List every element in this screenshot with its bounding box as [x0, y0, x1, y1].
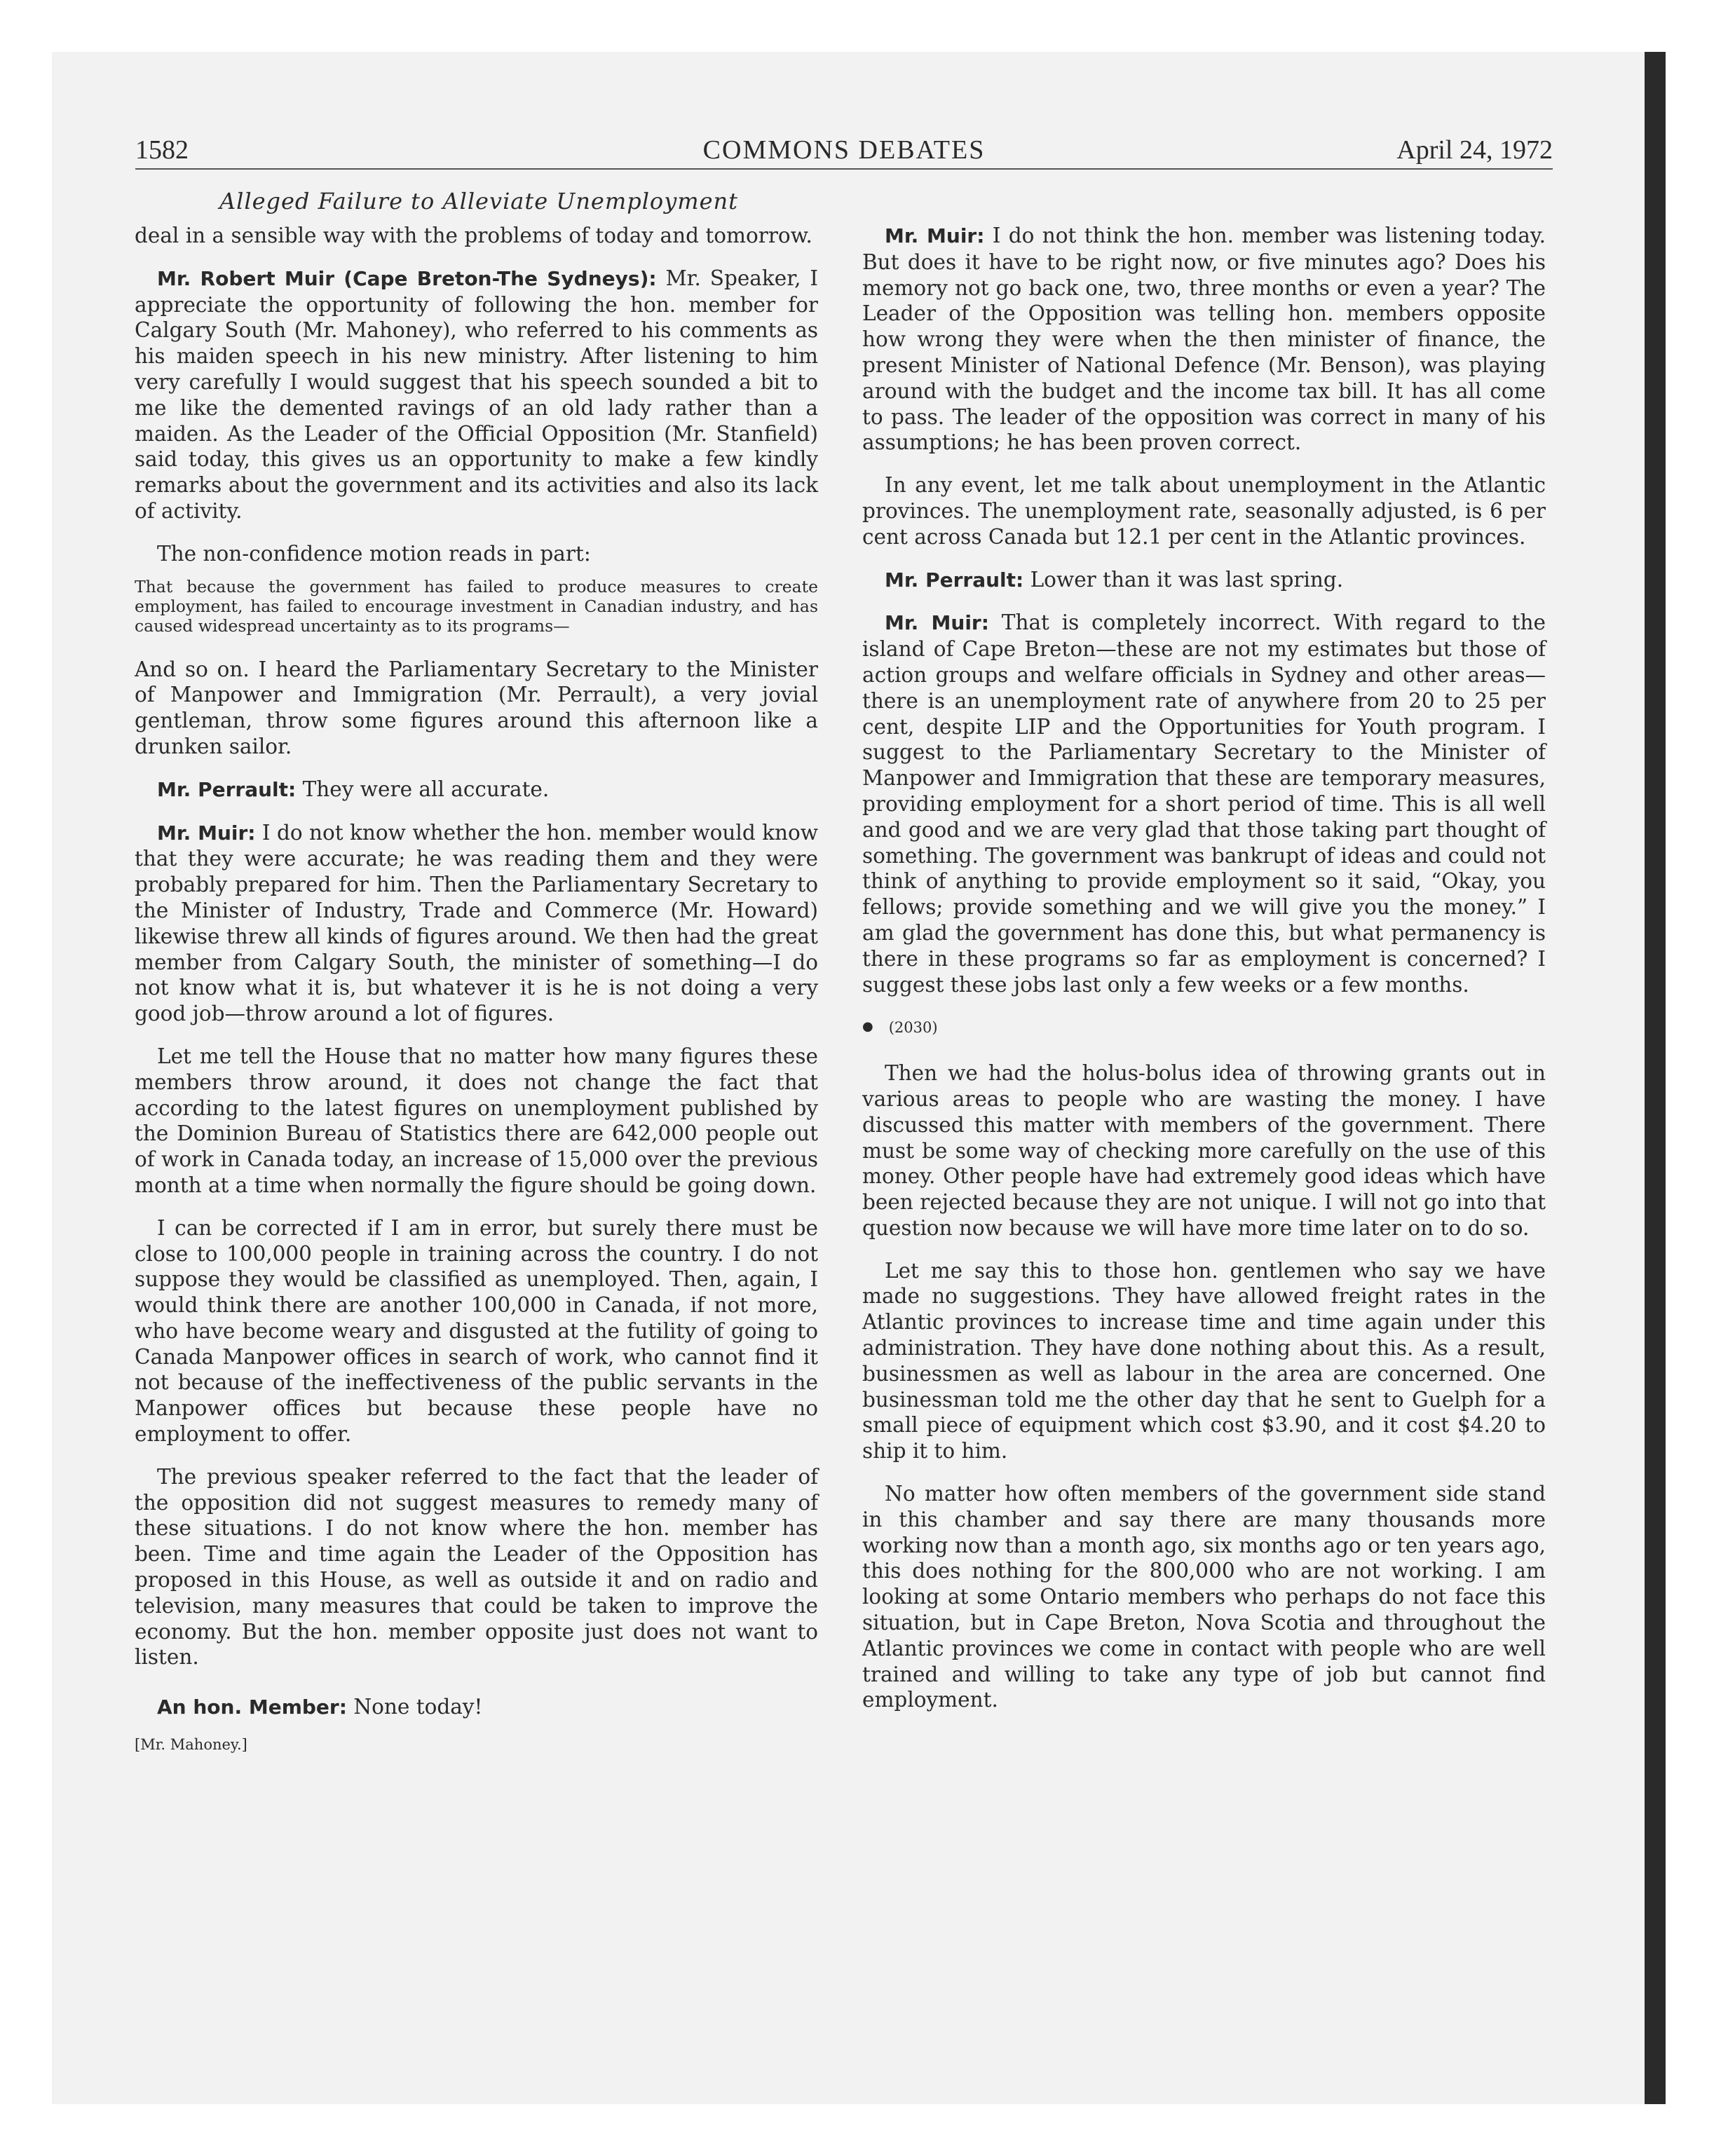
scan-edge-shadow	[1645, 52, 1666, 2104]
speaker-name: Mr. Perrault:	[885, 568, 1024, 592]
speech-text: Mr. Speaker, I appreciate the opportunity of following the hon. member for Calgary South (Mr. Mahoney), who referred to his comments as his maiden speech in his new ministry. After listening to him very carefully I would suggest that his speech sounded a bit to me like the demented ravings of an old lady rather than a maiden. As the Leader of the Official Opposition (Mr. Stanfield) said today, this gives us an opportunity to make a few kindly remarks about the government and its activities and also its lack of activity.	[135, 266, 818, 523]
paragraph: No matter how often members of the government side stand in this chamber and say there are many thousands more working now than a month ago, six months ago or ten years ago, this does nothing for the 800,000 who are not working. I am looking at some Ontario members who perhaps do not face this situation, but in Cape Breton, Nova Scotia and throughout the Atlantic provinces we come in contact with people who are well trained and willing to take any type of job but cannot find employment.	[862, 1482, 1546, 1712]
speech-text: I do not know whether the hon. member would know that they were accurate; he was reading them and they were probably prepared for him. Then the Parliamentary Secretary to the Minister of Industry, Trade and Commerce (Mr. Howard) likewise threw all kinds of figures around. We then had the great member from Calgary South, the minister of something—I do not know what it is, but whatever it is he is not doing a very good job—throw around a lot of figures.	[135, 820, 818, 1026]
paragraph: Let me say this to those hon. gentlemen who say we have made no suggestions. They have allowed freight rates in the Atlantic provinces to increase time and time again under this administration. They have done nothing about this. As a result, businessmen as well as labour in the area are concerned. One businessman told me the other day that he sent to Guelph for a small piece of equipment which cost $3.90, and it cost $4.20 to ship it to him.	[862, 1258, 1546, 1464]
page-number: 1582	[135, 135, 189, 165]
paragraph: The previous speaker referred to the fact that the leader of the opposition did not suggest measures to remedy many of these situations. I do not know where the hon. member has been. Time and time again the Leader of the Opposition has proposed in this House, as well as outside it and on radio and television, many measures that could be taken to improve the economy. But the hon. member opposite just does not want to listen.	[135, 1464, 818, 1670]
right-column	[862, 223, 1546, 1730]
speaker-name: An hon. Member:	[157, 1696, 347, 1719]
left-column	[135, 223, 818, 1775]
paragraph	[135, 266, 818, 524]
paragraph: I can be corrected if I am in error, but surely there must be close to 100,000 people in training across the country. I do not suppose they would be classified as unemployed. Then, again, I would think there are another 100,000 in Canada, if not more, who have become weary and disgusted at the futility of going to Canada Manpower offices in search of work, who cannot find it not because of the ineffectiveness of the public servants in the Manpower offices but because these people have no employment to offer.	[135, 1215, 818, 1447]
publication-title: COMMONS DEBATES	[702, 135, 986, 165]
paragraph: deal in a sensible way with the problems of today and tomorrow.	[135, 224, 812, 247]
paragraph: Let me tell the House that no matter how many figures these members throw around, it does not change the fact that according to the latest figures on unemployment published by the Dominion Bureau of Statistics there are 642,000 people out of work in Canada today, an increase of 15,000 over the previous month at a time when normally the figure should be going down.	[135, 1044, 818, 1197]
speech-text: That is completely incorrect. With regard to the island of Cape Breton—these are not my estimates but those of action groups and welfare officials in Sydney and other areas—there is an unemployment rate of anywhere from 20 to 25 per cent, despite LIP and the Opportunities for Youth program. I suggest to the Parliamentary Secretary to the Minister of Manpower and Immigration that these are temporary measures, providing employment for a short period of time. This is all well and good and we are very glad that those taking part thought of something. The government was bankrupt of ideas and could not think of anything to provide employment so it said, “Okay, you fellows; provide something and we will give you the money.” I am glad the government has done this, but what permanency is there in these programs so far as employment is concerned? I suggest these jobs last only a few weeks or a few months.	[862, 610, 1546, 997]
page-date: April 24, 1972	[1396, 135, 1553, 165]
speech-text: They were all accurate.	[302, 777, 550, 801]
paragraph: In any event, let me talk about unemployment in the Atlantic provinces. The unemployment rate, seasonally adjusted, is 6 per cent across Canada but 12.1 per cent in the Atlantic provinces.	[862, 473, 1546, 549]
speaker-name: Mr. Muir:	[885, 224, 985, 247]
block-quote: That because the government has failed to produce measures to create employment, has failed to encourage investment in Canadian industry, and has caused widespread uncertainty as to its programs—	[135, 576, 818, 636]
paragraph	[862, 610, 1546, 997]
paragraph: The non-confidence motion reads in part:	[157, 541, 591, 566]
speaker-name: Mr. Muir:	[157, 821, 256, 845]
speaker-name: Mr. Robert Muir (Cape Breton-The Sydneys):	[157, 266, 657, 290]
paragraph	[135, 777, 818, 803]
speaker-name: Mr. Perrault:	[157, 777, 297, 801]
speech-text: None today!	[353, 1695, 483, 1719]
paragraph: And so on. I heard the Parliamentary Secretary to the Minister of Manpower and Immigration (Mr. Perrault), a very jovial gentleman, throw some figures around this afternoon like a drunken sailor.	[135, 657, 818, 758]
paragraph	[862, 567, 1546, 594]
page-header	[135, 135, 1553, 170]
speech-text: Lower than it was last spring.	[1030, 567, 1344, 592]
paragraph	[135, 1694, 818, 1721]
section-subheading: Alleged Failure to Alleviate Unemployment	[219, 188, 739, 214]
paragraph	[862, 223, 1546, 456]
timestamp-marker	[862, 1014, 1546, 1041]
paragraph	[135, 820, 818, 1027]
speech-text: I do not think the hon. member was listening today. But does it have to be right now, or five minutes ago? Does his memory not go back one, two, three months or even a year? The Leader of the Opposition was telling hon. members opposite how wrong they were when the then minister of finance, the present Minister of National Defence (Mr. Benson), was playing around with the budget and the income tax bill. It has all come to pass. The leader of the opposition was correct in many of his assumptions; he has been proven correct.	[862, 224, 1546, 455]
bullet-icon: ●	[862, 1019, 873, 1035]
paragraph: Then we had the holus-bolus idea of throwing grants out in various areas to people who are wasting the money. I have discussed this matter with members of the government. There must be some way of checking more carefully on the use of this money. Other people have had extremely good ideas which have been rejected because they are not unique. I will not go into that question now because we will have more time later on to do so.	[862, 1061, 1546, 1240]
footnote: [Mr. Mahoney.]	[135, 1736, 247, 1754]
timestamp: (2030)	[888, 1019, 938, 1037]
speaker-name: Mr. Muir:	[885, 611, 989, 635]
